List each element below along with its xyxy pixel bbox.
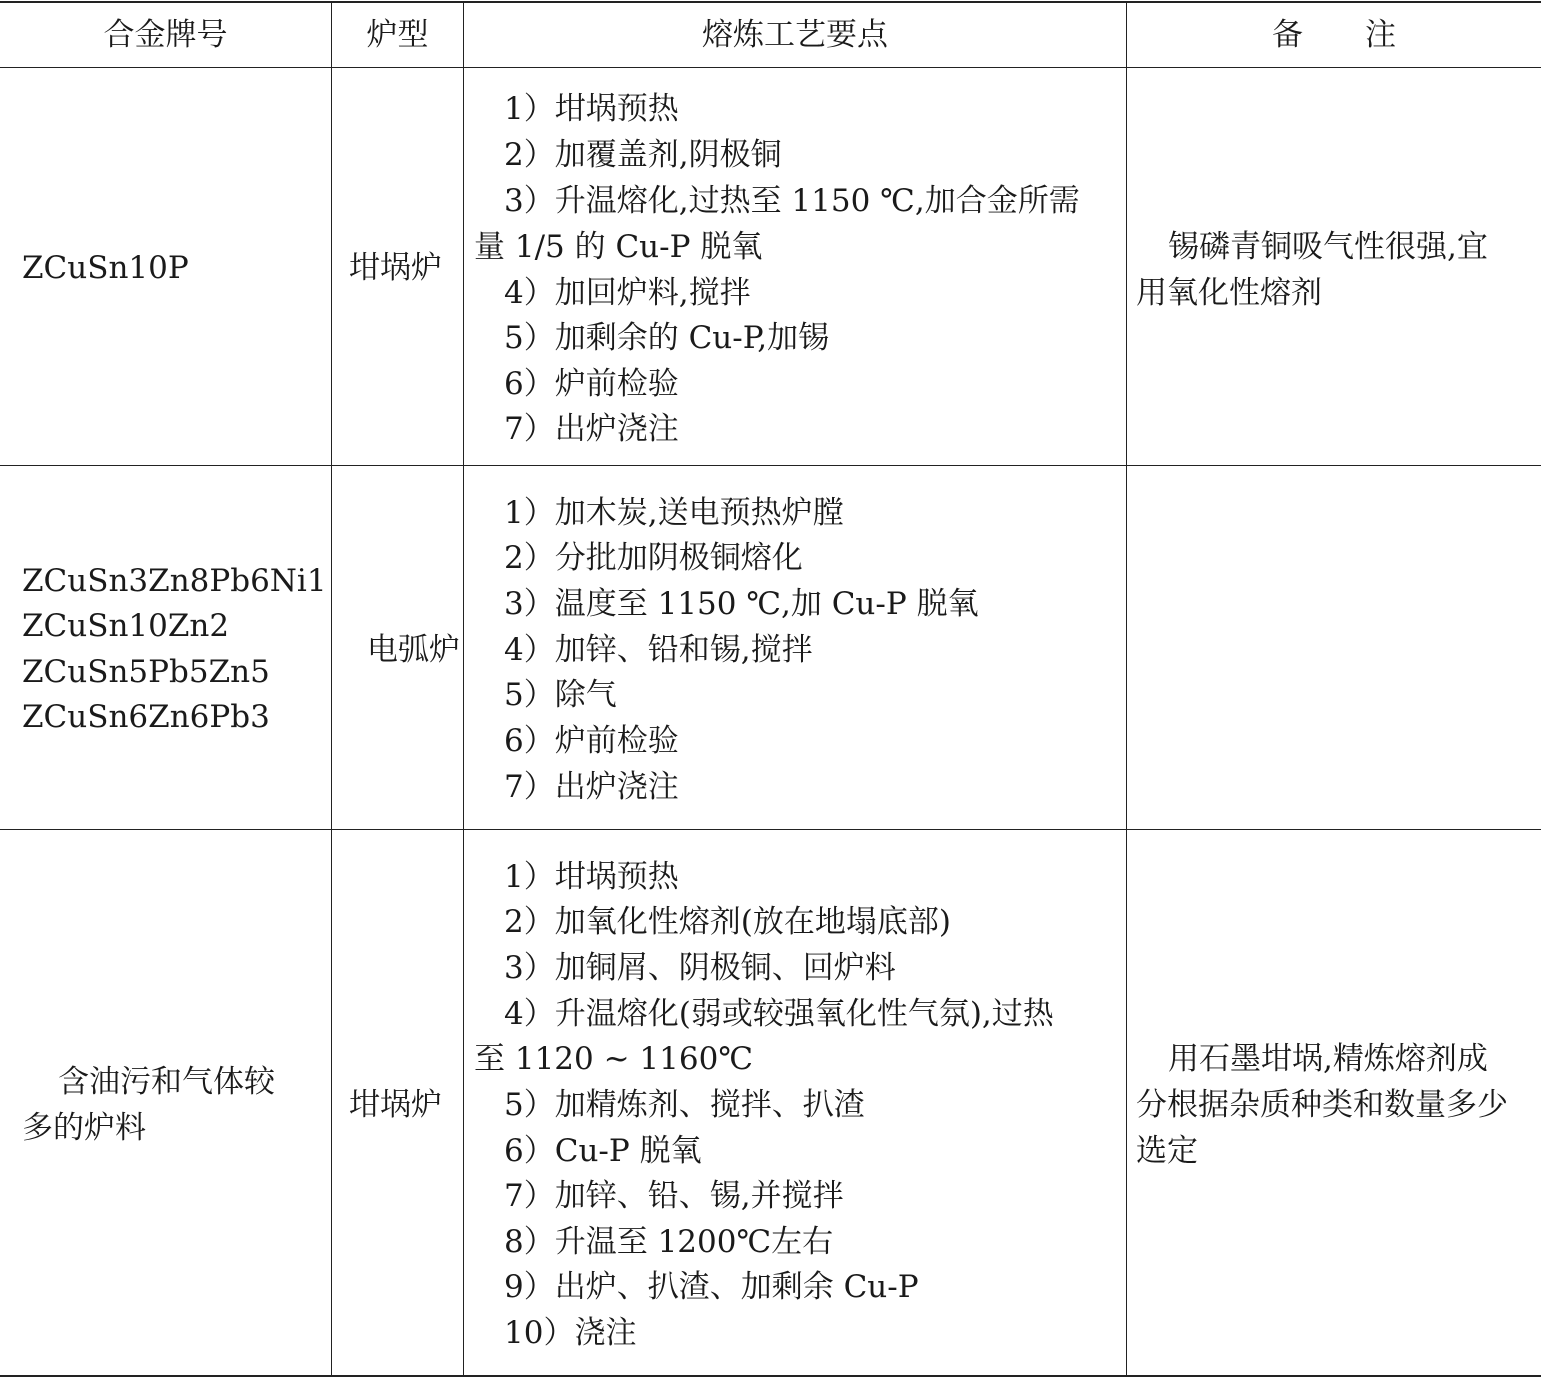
- process-step: 7）出炉浇注: [504, 769, 679, 805]
- process-step: 6）炉前检验: [504, 366, 679, 402]
- process-step: 1）坩埚预热: [504, 859, 679, 895]
- alloy-grade-cell: ZCuSn5Pb5Zn5: [22, 654, 270, 690]
- remark-line: 用石墨坩埚,精炼熔剂成: [1168, 1041, 1488, 1077]
- process-step: 6）Cu-P 脱氧: [504, 1133, 702, 1169]
- remark-line: 选定: [1136, 1133, 1198, 1169]
- alloy-grade-cell: ZCuSn10P: [22, 250, 189, 286]
- process-step: 7）出炉浇注: [504, 411, 679, 447]
- table-bottom-rule: [0, 1375, 1541, 1377]
- alloy-grade-cell: ZCuSn10Zn2: [22, 608, 230, 644]
- process-step: 6）炉前检验: [504, 723, 679, 759]
- process-step: 8）升温至 1200℃左右: [504, 1224, 834, 1260]
- column-divider-2: [463, 2, 464, 1376]
- process-step: 9）出炉、扒渣、加剩余 Cu-P: [504, 1269, 919, 1305]
- process-step: 7）加锌、铅、锡,并搅拌: [504, 1178, 844, 1214]
- process-step: 4）升温熔化(弱或较强氧化性气氛),过热: [504, 996, 1054, 1032]
- furnace-type-cell: 坩埚炉: [349, 250, 442, 286]
- header-remarks: 备 注: [1272, 17, 1396, 53]
- process-step: 2）分批加阴极铜熔化: [504, 540, 803, 576]
- process-step: 4）加回炉料,搅拌: [504, 275, 751, 311]
- process-step: 10）浇注: [504, 1315, 637, 1351]
- process-step: 1）坩埚预热: [504, 91, 679, 127]
- process-step: 至 1120 ~ 1160℃: [474, 1041, 753, 1077]
- furnace-type-cell: 电弧炉: [367, 632, 460, 668]
- process-step: 5）加精炼剂、搅拌、扒渣: [504, 1087, 865, 1123]
- process-step: 5）除气: [504, 677, 617, 713]
- alloy-grade-cell: ZCuSn3Zn8Pb6Ni1: [22, 563, 327, 599]
- row-1-bottom-rule: [0, 465, 1541, 466]
- remark-line: 用氧化性熔剂: [1136, 275, 1322, 311]
- header-alloy-grade: 合金牌号: [103, 17, 228, 53]
- header-furnace-type: 炉型: [366, 17, 429, 53]
- column-divider-3: [1126, 2, 1127, 1376]
- process-step: 1）加木炭,送电预热炉膛: [504, 495, 844, 531]
- process-step: 3）加铜屑、阴极铜、回炉料: [504, 950, 896, 986]
- process-step: 3）升温熔化,过热至 1150 ℃,加合金所需: [504, 183, 1080, 219]
- alloy-grade-cell: 含油污和气体较: [58, 1064, 275, 1100]
- process-step: 量 1/5 的 Cu-P 脱氧: [474, 229, 763, 265]
- header-process-points: 熔炼工艺要点: [702, 17, 888, 53]
- process-step: 3）温度至 1150 ℃,加 Cu-P 脱氧: [504, 586, 979, 622]
- process-step: 2）加覆盖剂,阴极铜: [504, 137, 782, 173]
- process-step: 2）加氧化性熔剂(放在地塌底部): [504, 904, 951, 940]
- remark-line: 分根据杂质种类和数量多少: [1136, 1087, 1508, 1123]
- process-step: 5）加剩余的 Cu-P,加锡: [504, 320, 830, 356]
- process-step: 4）加锌、铅和锡,搅拌: [504, 632, 813, 668]
- remark-line: 锡磷青铜吸气性很强,宜: [1168, 229, 1488, 265]
- furnace-type-cell: 坩埚炉: [349, 1087, 442, 1123]
- alloy-grade-cell: 多的炉料: [22, 1110, 146, 1146]
- alloy-grade-cell: ZCuSn6Zn6Pb3: [22, 699, 270, 735]
- column-divider-1: [331, 2, 332, 1376]
- row-2-bottom-rule: [0, 829, 1541, 830]
